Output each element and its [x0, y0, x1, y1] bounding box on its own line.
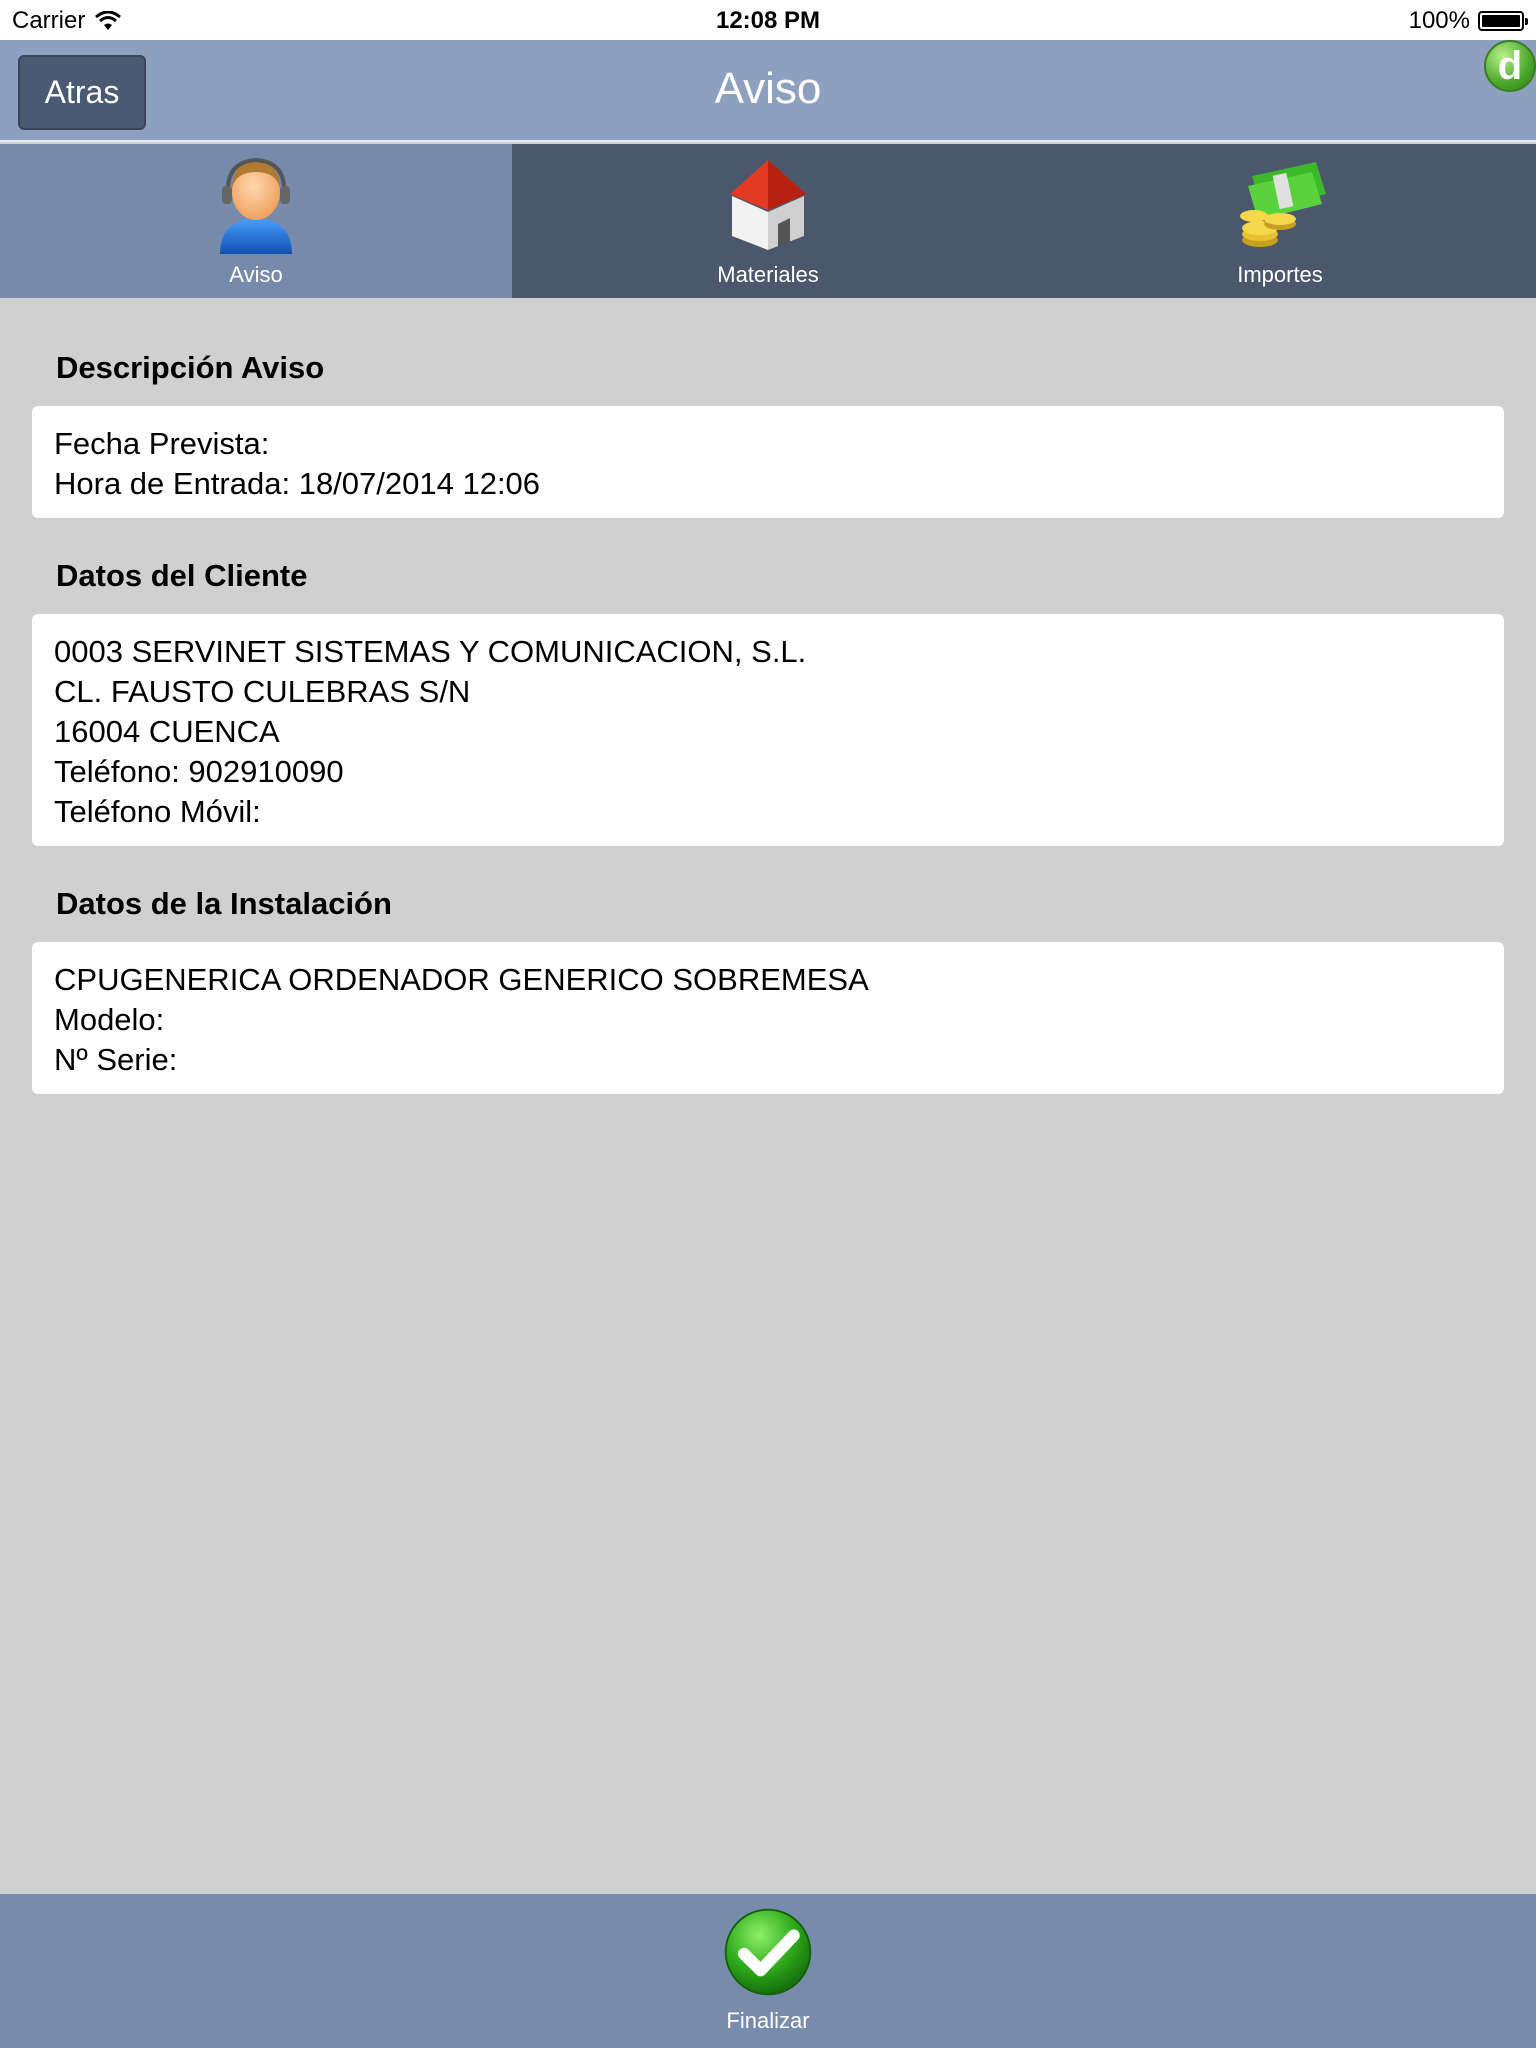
- finish-button[interactable]: [668, 1906, 868, 2042]
- section-heading-descripcion: Descripción Aviso: [56, 350, 325, 385]
- battery-percent: 100%: [1408, 7, 1470, 34]
- section-heading-cliente: Datos del Cliente: [56, 558, 308, 593]
- green-check-icon: [722, 1906, 814, 1998]
- status-bar: [0, 0, 1536, 40]
- cliente-direccion: CL. FAUSTO CULEBRAS S/N: [54, 674, 471, 709]
- back-button[interactable]: Atras: [18, 55, 146, 130]
- tab-materiales[interactable]: [512, 144, 1024, 298]
- card-descripcion: [32, 406, 1504, 518]
- money-coins-icon: [1230, 154, 1330, 254]
- section-heading-instalacion: Datos de la Instalación: [56, 886, 392, 921]
- page-title: Aviso: [714, 64, 822, 113]
- cliente-telefono-movil: Teléfono Móvil:: [54, 794, 261, 829]
- finish-label: Finalizar: [726, 2008, 810, 2033]
- cliente-telefono: Teléfono: 902910090: [54, 754, 344, 789]
- tab-aviso-label: Aviso: [229, 262, 283, 287]
- instalacion-modelo: Modelo:: [54, 1002, 165, 1037]
- card-cliente: [32, 614, 1504, 846]
- fecha-prevista: Fecha Prevista:: [54, 426, 270, 461]
- battery: [1409, 7, 1524, 35]
- hora-entrada: Hora de Entrada: 18/07/2014 12:06: [54, 466, 541, 501]
- cliente-ciudad: 16004 CUENCA: [54, 714, 280, 749]
- instalacion-serie: Nº Serie:: [54, 1042, 178, 1077]
- tab-importes-label: Importes: [1237, 262, 1323, 287]
- carrier-label: Carrier: [12, 7, 86, 34]
- battery-icon: [1478, 11, 1524, 31]
- house-icon: [718, 154, 818, 254]
- status-time: 12:08 PM: [715, 7, 821, 34]
- navigation-bar: [0, 40, 1536, 142]
- instalacion-equipo: CPUGENERICA ORDENADOR GENERICO SOBREMESA: [54, 962, 869, 997]
- app-logo-icon[interactable]: d: [1484, 40, 1536, 92]
- tab-importes[interactable]: [1024, 144, 1536, 298]
- tab-materiales-label: Materiales: [717, 262, 819, 287]
- tab-bar: [0, 144, 1536, 298]
- card-instalacion: [32, 942, 1504, 1094]
- cliente-nombre: 0003 SERVINET SISTEMAS Y COMUNICACION, S.L.: [54, 634, 807, 669]
- bottom-toolbar: [0, 1894, 1536, 2048]
- agent-headset-icon: [206, 154, 306, 254]
- tab-aviso[interactable]: [0, 144, 512, 298]
